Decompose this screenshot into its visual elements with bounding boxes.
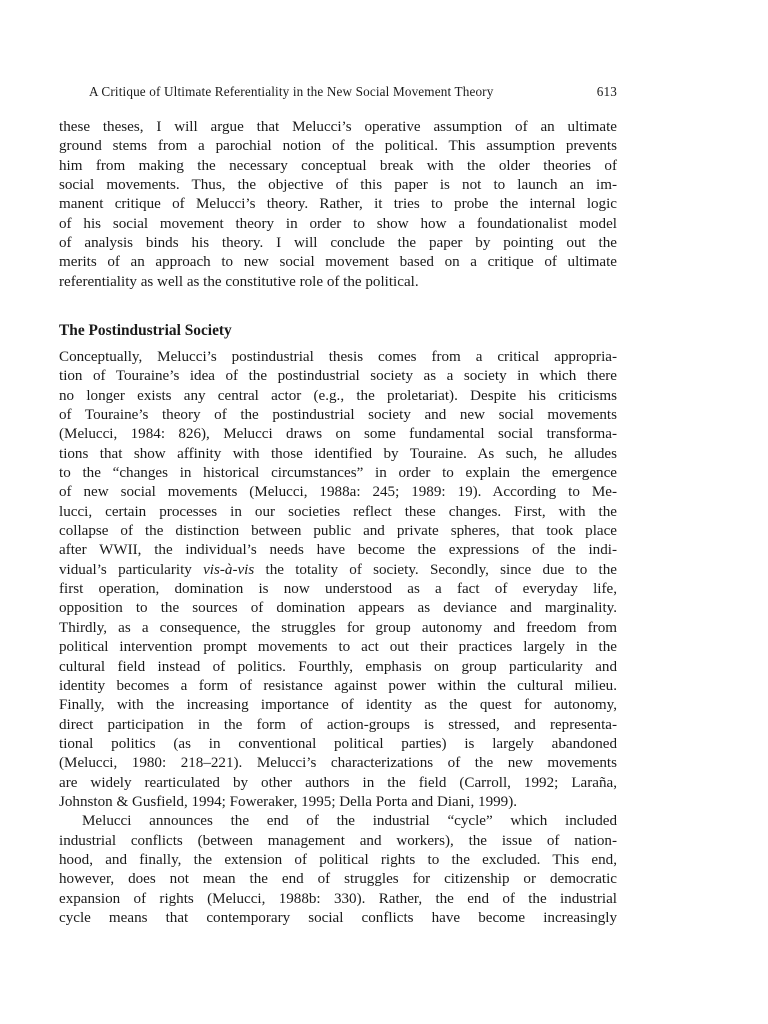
text-line: political intervention prompt movements to act out their practices largely in the <box>59 639 617 656</box>
text-line: tions that show affinity with those identified by Touraine. As such, he alludes <box>59 445 617 462</box>
text-line: Finally, with the increasing importance of identity as the quest for autonomy, <box>59 697 617 714</box>
text-line: of new social movements (Melucci, 1988a: 245; 1989: 19). According to Me- <box>59 484 617 501</box>
section-body <box>59 348 617 928</box>
page-number: 613 <box>596 84 617 99</box>
text-line: ground stems from a parochial notion of the political. This assumption prevents <box>59 138 617 155</box>
text-line: no longer exists any central actor (e.g., the proletariat). Despite his criticisms <box>59 387 617 404</box>
running-head <box>89 84 617 100</box>
text-line: social movements. Thus, the objective of this paper is not to launch an im- <box>59 177 617 194</box>
text-line: Thirdly, as a consequence, the struggles for group autonomy and freedom from <box>59 619 617 636</box>
paragraph-continued <box>59 118 617 292</box>
text-line: are widely rearticulated by other authors in the field (Carroll, 1992; Laraña, <box>59 774 617 791</box>
text-line: expansion of rights (Melucci, 1988b: 330). Rather, the end of the industrial <box>59 890 617 907</box>
text-line: industrial conflicts (between management and workers), the issue of nation- <box>59 832 617 849</box>
text-line: tion of Touraine’s idea of the postindustrial society as a society in which there <box>59 368 617 385</box>
text-line: him from making the necessary conceptual break with the older theories of <box>59 157 617 174</box>
text-line: (Melucci, 1980: 218–221). Melucci’s characterizations of the new movements <box>59 755 617 772</box>
text-line <box>59 561 617 580</box>
text-line: Johnston & Gusfield, 1994; Foweraker, 1995; Della Porta and Diani, 1999). <box>59 793 518 810</box>
text-line: to the “changes in historical circumstances” in order to explain the emergence <box>59 465 617 482</box>
section-heading: The Postindustrial Society <box>59 322 232 339</box>
running-head-title: A Critique of Ultimate Referentiality in the New Social Movement Theory <box>89 84 494 99</box>
text-line: tional politics (as in conventional political parties) is largely abandoned <box>59 735 617 752</box>
text-line: of analysis binds his theory. I will conclude the paper by pointing out the <box>59 235 617 252</box>
text-line: opposition to the sources of domination appears as deviance and marginality. <box>59 600 617 617</box>
text-line: these theses, I will argue that Melucci’s operative assumption of an ultimate <box>59 119 617 135</box>
text-line: Conceptually, Melucci’s postindustrial thesis comes from a critical appropria- <box>59 349 617 365</box>
text-line: merits of an approach to new social movement based on a critique of ultimate <box>59 254 617 271</box>
text-segment: vidual’s particularity <box>59 561 204 578</box>
text-line: (Melucci, 1984: 826), Melucci draws on some fundamental social transforma- <box>59 426 617 443</box>
text-line: manent critique of Melucci’s theory. Rather, it tries to probe the internal logic <box>59 196 617 213</box>
text-line: hood, and finally, the extension of political rights to the excluded. This end, <box>59 851 617 868</box>
text-line: collapse of the distinction between public and private spheres, that took place <box>59 523 617 540</box>
text-line: of Touraine’s theory of the postindustrial society and new social movements <box>59 407 617 424</box>
text-line: identity becomes a form of resistance against power within the cultural milieu. <box>59 677 617 694</box>
text-line: referentiality as well as the constitutive role of the political. <box>59 273 419 290</box>
text-line: after WWII, the individual’s needs have become the expressions of the indi- <box>59 542 617 559</box>
text-line: however, does not mean the end of struggles for citizenship or democratic <box>59 871 617 888</box>
text-line: Melucci announces the end of the industrial “cycle” which included <box>82 813 617 830</box>
text-segment: the totality of society. Secondly, since due to the <box>254 561 617 578</box>
text-line: cultural field instead of politics. Fourthly, emphasis on group particularity and <box>59 658 617 675</box>
text-line: cycle means that contemporary social conflicts have become increasingly <box>59 909 617 926</box>
text-line: of his social movement theory in order to show how a foundationalist model <box>59 215 617 232</box>
text-line: direct participation in the form of action-groups is stressed, and representa- <box>59 716 617 733</box>
text-line: lucci, certain processes in our societies reflect these changes. First, with the <box>59 503 617 520</box>
italic-term: vis-à-vis <box>203 561 255 578</box>
text-line: first operation, domination is now understood as a fact of everyday life, <box>59 581 617 598</box>
